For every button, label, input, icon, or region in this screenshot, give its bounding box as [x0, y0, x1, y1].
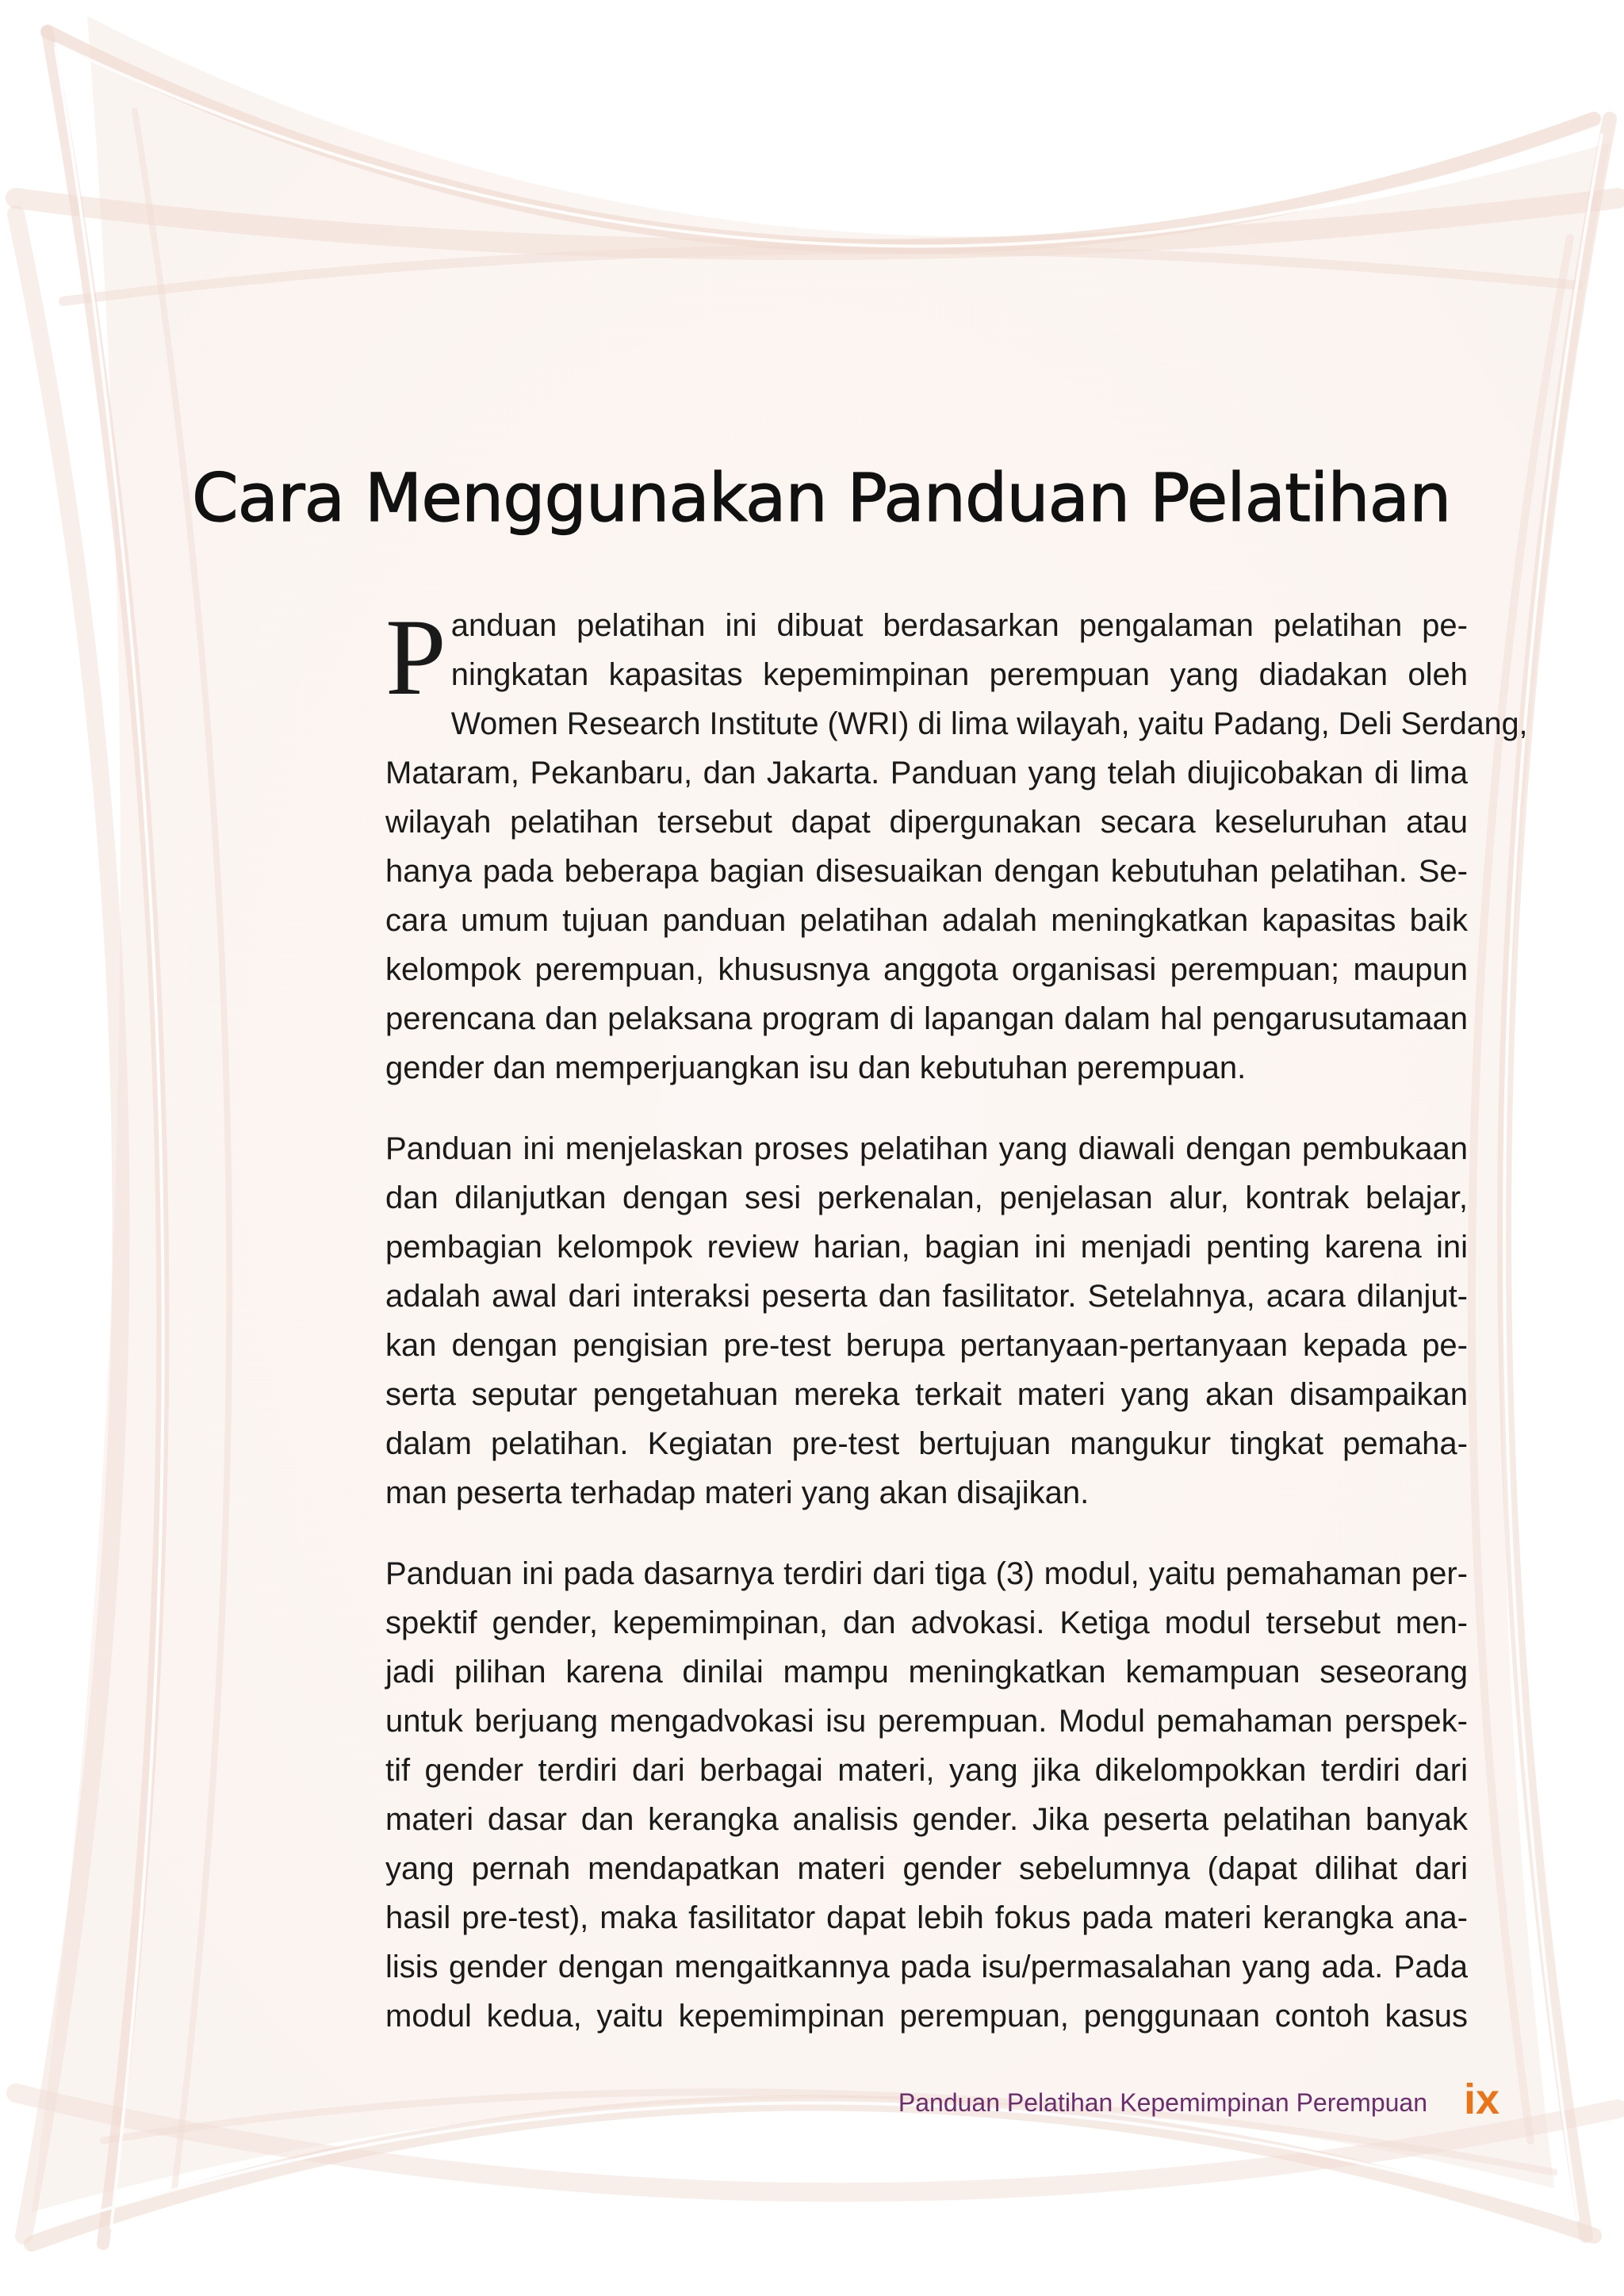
text-line: tif gender terdiri dari berbagai materi, yang jika dikelompokkan terdiri dari [385, 1753, 1468, 1788]
drop-cap-letter: P [385, 596, 446, 718]
text-line: kan dengan pengisian pre-test berupa pertanyaan-pertanyaan kepada pe- [385, 1328, 1468, 1363]
text-line: spektif gender, kepemimpinan, dan advokasi. Ketiga modul tersebut men- [385, 1605, 1468, 1640]
text-line: yang pernah mendapatkan materi gender sebelumnya (dapat dilihat dari [385, 1851, 1468, 1886]
text-line: hanya pada beberapa bagian disesuaikan dengan kebutuhan pelatihan. Se- [385, 854, 1468, 889]
text-line: perencana dan pelaksana program di lapangan dalam hal pengarusutamaan [385, 1001, 1468, 1036]
text-line: pembagian kelompok review harian, bagian ini menjadi penting karena ini [385, 1230, 1468, 1265]
paragraph-2 [385, 1124, 1468, 1517]
text-line: serta seputar pengetahuan mereka terkait materi yang akan disampaikan [385, 1377, 1468, 1412]
footer-running-title: Panduan Pelatihan Kepemimpinan Perempuan [898, 2088, 1427, 2117]
text-line: wilayah pelatihan tersebut dapat dipergunakan secara keseluruhan atau [385, 805, 1468, 840]
text-line: materi dasar dan kerangka analisis gender. Jika peserta pelatihan banyak [385, 1802, 1468, 1837]
text-line: gender dan memperjuangkan isu dan kebutuhan perempuan. [385, 1050, 1247, 1085]
text-line: anduan pelatihan ini dibuat berdasarkan pengalaman pelatihan pe- [450, 608, 1468, 643]
text-line: Women Research Institute (WRI) di lima wilayah, yaitu Padang, Deli Serdang, [450, 706, 1528, 741]
text-line: Mataram, Pekanbaru, dan Jakarta. Panduan yang telah diujicobakan di lima [385, 756, 1468, 790]
text-line: untuk berjuang mengadvokasi isu perempuan. Modul pemahaman perspek- [385, 1704, 1468, 1739]
text-line: Panduan ini menjelaskan proses pelatihan yang diawali dengan pembukaan [385, 1131, 1468, 1166]
text-line: kelompok perempuan, khususnya anggota organisasi perempuan; maupun [385, 952, 1468, 987]
text-line: man peserta terhadap materi yang akan disajikan. [385, 1475, 1090, 1510]
text-line: cara umum tujuan panduan pelatihan adalah meningkatkan kapasitas baik [385, 903, 1468, 938]
page-number: ix [1464, 2076, 1500, 2123]
text-line: jadi pilihan karena dinilai mampu meningkatkan kemampuan seseorang [385, 1655, 1468, 1689]
text-line: adalah awal dari interaksi peserta dan fasilitator. Setelahnya, acara dilanjut- [385, 1279, 1468, 1314]
body-text [385, 596, 1528, 2072]
page-title: Cara Menggunakan Panduan Pelatihan [192, 459, 1451, 537]
text-line: dalam pelatihan. Kegiatan pre-test bertujuan mangukur tingkat pemaha- [385, 1426, 1468, 1461]
text-line: Panduan ini pada dasarnya terdiri dari tiga (3) modul, yaitu pemahaman per- [385, 1556, 1468, 1591]
text-line: lisis gender dengan mengaitkannya pada isu/permasalahan yang ada. Pada [385, 1950, 1468, 1984]
paragraph-1 [385, 596, 1528, 1093]
text-line: hasil pre-test), maka fasilitator dapat lebih fokus pada materi kerangka ana- [385, 1900, 1468, 1935]
paragraph-3 [385, 1549, 1468, 2041]
text-line: modul kedua, yaitu kepemimpinan perempuan, penggunaan contoh kasus [385, 1999, 1468, 2034]
text-line: ningkatan kapasitas kepemimpinan perempuan yang diadakan oleh [450, 657, 1468, 692]
text-line: dan dilanjutkan dengan sesi perkenalan, penjelasan alur, kontrak belajar, [385, 1181, 1468, 1215]
